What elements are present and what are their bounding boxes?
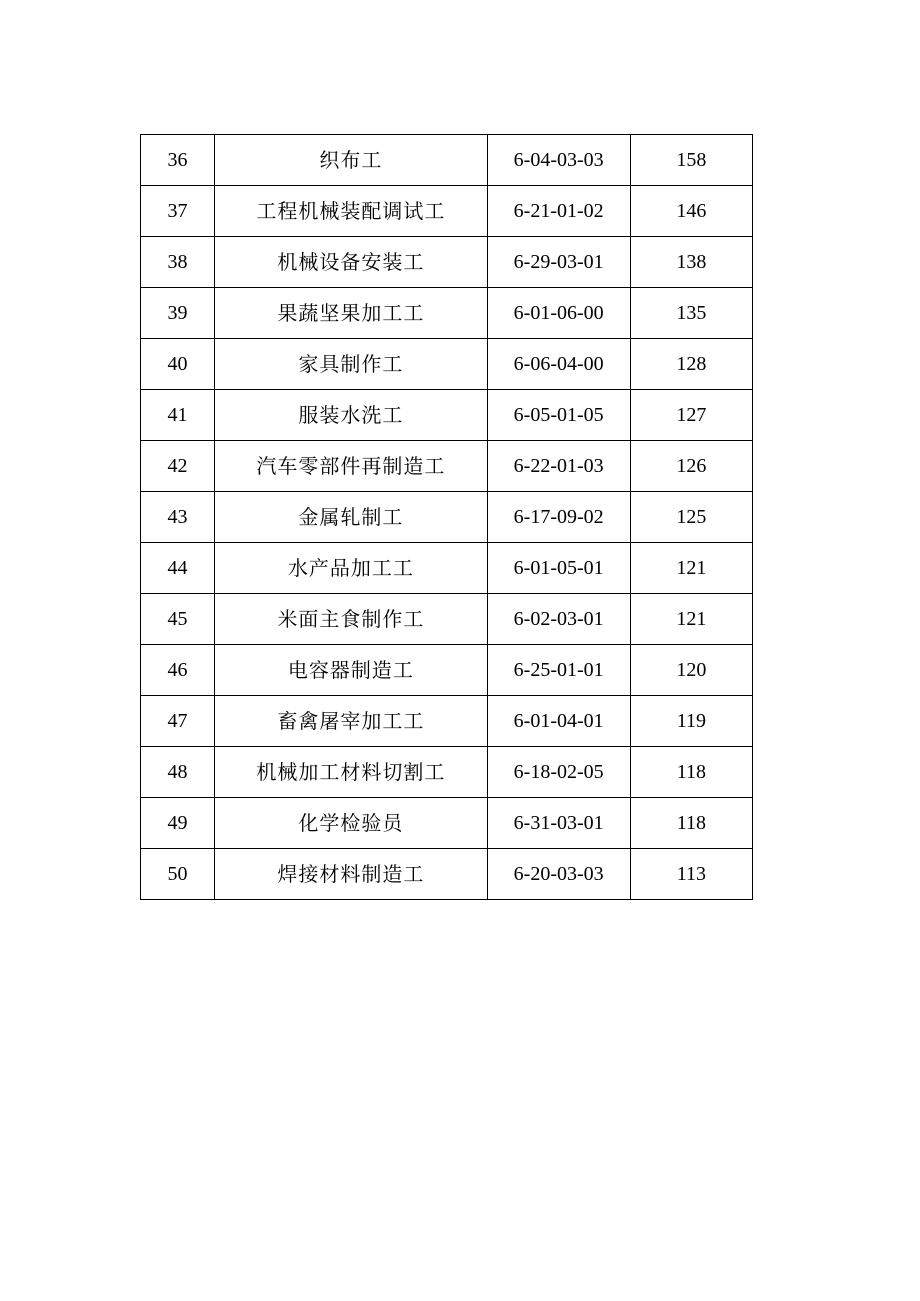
occupation-name: 电容器制造工 — [215, 645, 487, 696]
row-number: 44 — [141, 543, 215, 594]
row-number: 41 — [141, 390, 215, 441]
occupation-code: 6-18-02-05 — [487, 747, 630, 798]
occupation-count: 113 — [630, 849, 752, 900]
occupation-code: 6-04-03-03 — [487, 135, 630, 186]
occupation-count: 138 — [630, 237, 752, 288]
occupation-code: 6-31-03-01 — [487, 798, 630, 849]
occupation-name: 果蔬坚果加工工 — [215, 288, 487, 339]
occupation-code: 6-05-01-05 — [487, 390, 630, 441]
occupation-code: 6-02-03-01 — [487, 594, 630, 645]
row-number: 47 — [141, 696, 215, 747]
occupation-count: 118 — [630, 798, 752, 849]
table-row — [141, 645, 753, 696]
occupation-code: 6-25-01-01 — [487, 645, 630, 696]
occupation-name: 焊接材料制造工 — [215, 849, 487, 900]
table-row — [141, 390, 753, 441]
table-row — [141, 798, 753, 849]
occupation-code: 6-06-04-00 — [487, 339, 630, 390]
occupation-code: 6-21-01-02 — [487, 186, 630, 237]
table-body — [141, 135, 753, 900]
occupation-name: 机械设备安装工 — [215, 237, 487, 288]
occupation-count: 146 — [630, 186, 752, 237]
table-row — [141, 135, 753, 186]
occupation-name: 织布工 — [215, 135, 487, 186]
table-row — [141, 747, 753, 798]
occupation-count: 120 — [630, 645, 752, 696]
row-number: 40 — [141, 339, 215, 390]
table-row — [141, 594, 753, 645]
table-row — [141, 696, 753, 747]
occupation-code: 6-20-03-03 — [487, 849, 630, 900]
occupation-name: 机械加工材料切割工 — [215, 747, 487, 798]
occupation-count: 126 — [630, 441, 752, 492]
occupation-name: 工程机械装配调试工 — [215, 186, 487, 237]
occupation-count: 121 — [630, 543, 752, 594]
row-number: 36 — [141, 135, 215, 186]
occupation-code: 6-01-04-01 — [487, 696, 630, 747]
occupation-table — [140, 134, 753, 900]
occupation-count: 121 — [630, 594, 752, 645]
row-number: 48 — [141, 747, 215, 798]
table-row — [141, 339, 753, 390]
row-number: 45 — [141, 594, 215, 645]
table-row — [141, 186, 753, 237]
occupation-count: 118 — [630, 747, 752, 798]
occupation-count: 128 — [630, 339, 752, 390]
row-number: 43 — [141, 492, 215, 543]
row-number: 50 — [141, 849, 215, 900]
occupation-count: 127 — [630, 390, 752, 441]
occupation-name: 服装水洗工 — [215, 390, 487, 441]
occupation-name: 畜禽屠宰加工工 — [215, 696, 487, 747]
occupation-name: 汽车零部件再制造工 — [215, 441, 487, 492]
occupation-name: 家具制作工 — [215, 339, 487, 390]
table-row — [141, 441, 753, 492]
occupation-count: 158 — [630, 135, 752, 186]
occupation-name: 水产品加工工 — [215, 543, 487, 594]
occupation-code: 6-01-06-00 — [487, 288, 630, 339]
occupation-code: 6-17-09-02 — [487, 492, 630, 543]
occupation-count: 135 — [630, 288, 752, 339]
row-number: 37 — [141, 186, 215, 237]
occupation-name: 米面主食制作工 — [215, 594, 487, 645]
table-row — [141, 288, 753, 339]
row-number: 49 — [141, 798, 215, 849]
row-number: 46 — [141, 645, 215, 696]
occupation-count: 119 — [630, 696, 752, 747]
table-row — [141, 237, 753, 288]
table-row — [141, 492, 753, 543]
table-row — [141, 543, 753, 594]
occupation-name: 化学检验员 — [215, 798, 487, 849]
occupation-count: 125 — [630, 492, 752, 543]
row-number: 39 — [141, 288, 215, 339]
occupation-code: 6-22-01-03 — [487, 441, 630, 492]
row-number: 42 — [141, 441, 215, 492]
occupation-code: 6-29-03-01 — [487, 237, 630, 288]
table-row — [141, 849, 753, 900]
row-number: 38 — [141, 237, 215, 288]
occupation-code: 6-01-05-01 — [487, 543, 630, 594]
occupation-name: 金属轧制工 — [215, 492, 487, 543]
